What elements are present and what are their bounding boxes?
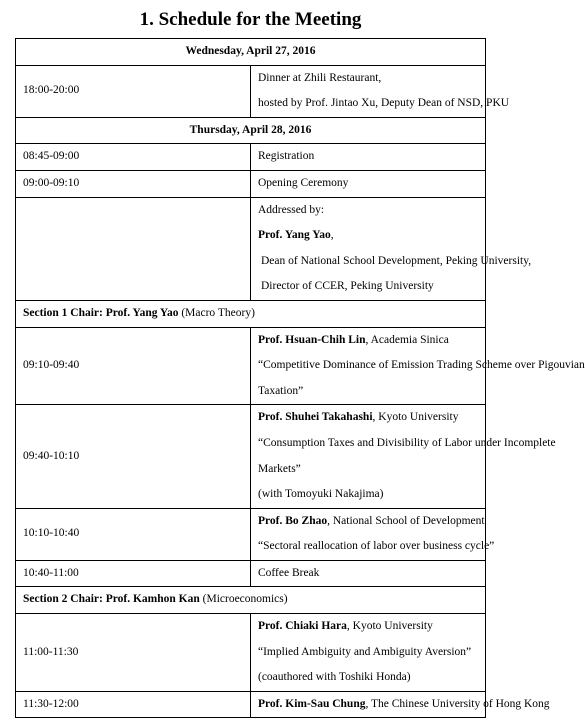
time-cell: 18:00-20:00 [16,65,251,117]
section-header: Section 2 Chair: Prof. Kamhon Kan (Microeconomics) [16,587,486,614]
event-cell [251,327,585,405]
event-cell [251,614,486,692]
time-cell: 09:00-09:10 [16,170,251,197]
event-cell [251,197,532,300]
time-cell: 11:30-12:00 [16,691,251,718]
speaker-name: Prof. Yang Yao [258,229,331,242]
time-cell: 10:10-10:40 [16,508,251,560]
day-header: Wednesday, April 27, 2016 [16,39,486,66]
speaker-line: Prof. Shuhei Takahashi, Kyoto University [258,411,459,424]
talk-title: “Competitive Dominance of Emission Trading Scheme over Pigouvian [258,359,585,372]
event-line: Director of CCER, Peking University [261,280,434,293]
event-cell: Registration [251,144,486,171]
schedule-row [16,170,486,197]
speaker-name: Prof. Hsuan-Chih Lin [258,333,366,346]
speaker-line: Prof. Yang Yao, [258,229,334,242]
speaker-name: Prof. Shuhei Takahashi [258,411,373,424]
event-line: Dinner at Zhili Restaurant, [258,71,382,84]
event-cell [251,691,550,718]
speaker-line: Prof. Kim-Sau Chung, The Chinese University of Hong Kong [258,697,550,710]
event-cell [251,508,495,560]
speaker-line: Prof. Bo Zhao, National School of Development [258,514,485,527]
event-cell: Coffee Break [251,560,486,587]
time-cell: 09:10-09:40 [16,327,251,405]
schedule-row [16,197,486,300]
event-line: Addressed by: [258,203,325,216]
coauthor-line: (coauthored with Toshiki Honda) [258,671,411,684]
time-cell: 08:45-09:00 [16,144,251,171]
schedule-row [16,405,486,508]
talk-title: Taxation” [258,384,304,397]
time-cell [16,197,251,300]
page-title: 1. Schedule for the Meeting [139,9,362,30]
talk-title: Markets” [258,462,301,475]
talk-title: “Consumption Taxes and Divisibility of Labor under Incomplete [258,436,556,449]
speaker-name: Prof. Kim-Sau Chung [258,697,366,710]
schedule-row [16,560,486,587]
speaker-name: Prof. Chiaki Hara [258,620,347,633]
section-row [16,587,486,614]
day-header-row [16,117,486,144]
event-cell: Opening Ceremony [251,170,486,197]
coauthor-line: (with Tomoyuki Nakajima) [258,488,384,501]
event-line: Dean of National School Development, Peking University, [261,254,532,267]
time-cell: 10:40-11:00 [16,560,251,587]
schedule-row [16,691,486,718]
schedule-row [16,144,486,171]
speaker-line: Prof. Hsuan-Chih Lin, Academia Sinica [258,333,449,346]
section-row [16,300,486,327]
speaker-name: Prof. Bo Zhao [258,514,328,527]
time-cell: 11:00-11:30 [16,614,251,692]
schedule-row [16,65,486,117]
talk-title: “Implied Ambiguity and Ambiguity Aversion” [258,645,472,658]
talk-title: “Sectoral reallocation of labor over business cycle” [258,540,495,553]
schedule-row [16,614,486,692]
schedule-row [16,327,486,405]
schedule-table [15,38,585,718]
event-cell [251,65,510,117]
day-header-row [16,39,486,66]
schedule-row [16,508,486,560]
section-header: Section 1 Chair: Prof. Yang Yao (Macro Theory) [16,300,486,327]
time-cell: 09:40-10:10 [16,405,251,508]
event-line: hosted by Prof. Jintao Xu, Deputy Dean of NSD, PKU [258,97,510,110]
event-cell [251,405,556,508]
speaker-line: Prof. Chiaki Hara, Kyoto University [258,620,433,633]
day-header: Thursday, April 28, 2016 [16,117,486,144]
